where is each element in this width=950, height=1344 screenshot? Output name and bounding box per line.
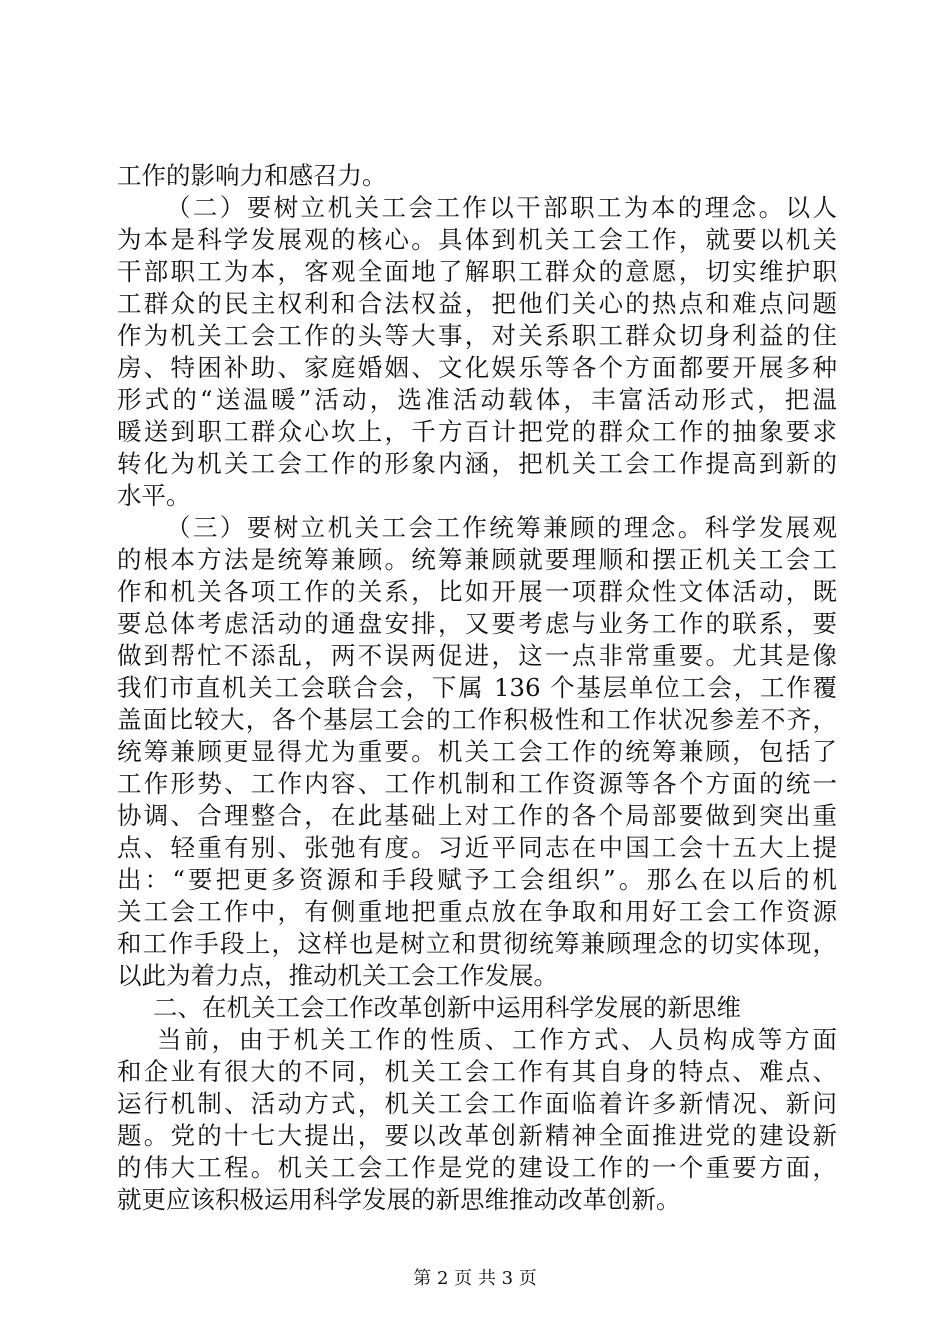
- text-line: 运行机制、活动方式，机关工会工作面临着许多新情况、新问: [117, 1089, 837, 1118]
- text-line: 的伟大工程。机关工会工作是党的建设工作的一个重要方面，: [117, 1153, 837, 1182]
- text-line: 盖面比较大，各个基层工会的工作积极性和工作状况参差不齐，: [117, 705, 837, 734]
- text-line: 二、在机关工会工作改革创新中运用科学发展的新思维: [153, 993, 741, 1022]
- text-line: 以此为着力点，推动机关工会工作发展。: [117, 961, 558, 990]
- text-line: 干部职工为本，客观全面地了解职工群众的意愿，切实维护职: [117, 257, 837, 286]
- text-line: 工群众的民主权利和合法权益，把他们关心的热点和难点问题: [117, 289, 837, 318]
- text-line: 出：“要把更多资源和手段赋予工会组织”。那么在以后的机: [117, 865, 837, 894]
- text-line: 当前，由于机关工作的性质、工作方式、人员构成等方面: [157, 1025, 837, 1054]
- text-line: 形式的“送温暖”活动，选准活动载体，丰富活动形式，把温: [117, 385, 837, 414]
- text-line: 为本是科学发展观的核心。具体到机关工会工作，就要以机关: [117, 225, 837, 254]
- text-line: 工作的影响力和感召力。: [117, 161, 387, 190]
- text-line: 作为机关工会工作的头等大事，对关系职工群众切身利益的住: [117, 321, 837, 350]
- text-line: 就更应该积极运用科学发展的新思维推动改革创新。: [117, 1185, 681, 1214]
- text-line: （三）要树立机关工会工作统筹兼顾的理念。科学发展观: [166, 513, 837, 542]
- text-line: 关工会工作中，有侧重地把重点放在争取和用好工会工作资源: [117, 897, 837, 926]
- text-line: 的根本方法是统筹兼顾。统筹兼顾就要理顺和摆正机关工会工: [117, 545, 837, 574]
- text-line: 做到帮忙不添乱，两不误两促进，这一点非常重要。尤其是像: [117, 641, 837, 670]
- text-line: 题。党的十七大提出，要以改革创新精神全面推进党的建设新: [117, 1121, 837, 1150]
- text-line: 工作形势、工作内容、工作机制和工作资源等各个方面的统一: [117, 769, 837, 798]
- text-line: 我们市直机关工会联合会，下属 136 个基层单位工会，工作覆: [117, 673, 837, 702]
- text-line: 点、轻重有别、张弛有度。习近平同志在中国工会十五大上提: [117, 833, 837, 862]
- text-line: 统筹兼顾更显得尤为重要。机关工会工作的统筹兼顾，包括了: [117, 737, 837, 766]
- document-body: [117, 160, 837, 1216]
- text-line: 暖送到职工群众心坎上，千方百计把党的群众工作的抽象要求: [117, 417, 837, 446]
- text-line: 要总体考虑活动的通盘安排，又要考虑与业务工作的联系，要: [117, 609, 837, 638]
- text-line: 和工作手段上，这样也是树立和贯彻统筹兼顾理念的切实体现，: [117, 929, 837, 958]
- text-line: 作和机关各项工作的关系，比如开展一项群众性文体活动，既: [117, 577, 837, 606]
- text-line: 房、特困补助、家庭婚姻、文化娱乐等各个方面都要开展多种: [117, 353, 837, 382]
- text-line: 和企业有很大的不同，机关工会工作有其自身的特点、难点、: [117, 1057, 837, 1086]
- text-line: （二）要树立机关工会工作以干部职工为本的理念。以人: [166, 193, 837, 222]
- page-footer: 第 2 页 共 3 页: [413, 1268, 537, 1289]
- text-line: 转化为机关工会工作的形象内涵，把机关工会工作提高到新的: [117, 449, 837, 478]
- text-line: 水平。: [117, 481, 191, 510]
- text-line: 协调、合理整合，在此基础上对工作的各个局部要做到突出重: [117, 801, 837, 830]
